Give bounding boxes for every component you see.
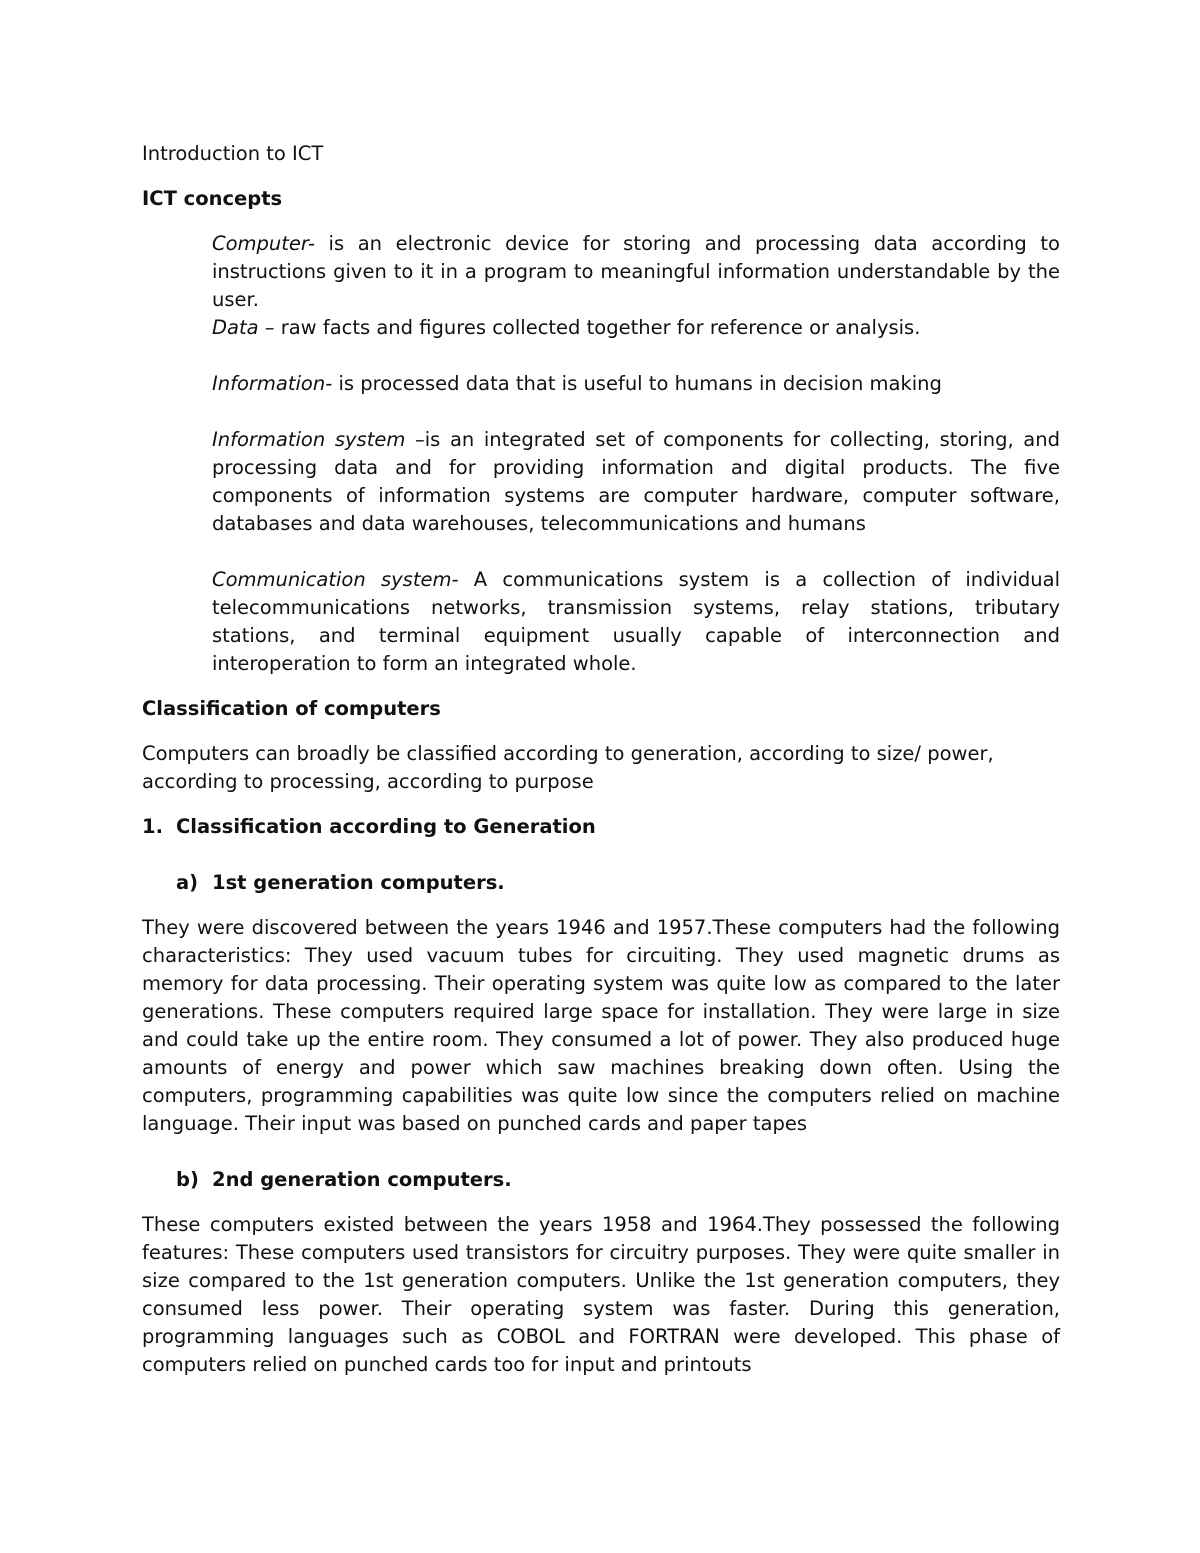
list-number: 1.: [142, 815, 163, 838]
definition-communication-system: [212, 566, 1060, 678]
subheading-text: 2nd generation computers.: [212, 1168, 512, 1191]
paragraph-2nd-generation: These computers existed between the years 1958 and 1964.They possessed the following features: These computers used transistors for circuitry purposes. They were quite smaller in size compared to the 1st generation computers. Unlike the 1st generation computers, they consumed less power. Their operating system was faster. During this generation, programming languages such as COBOL and FORTRAN were developed. This phase of computers relied on punched cards too for input and printouts: [142, 1213, 1060, 1376]
definition-information-system: [212, 426, 1060, 538]
definition-computer: [212, 230, 1060, 314]
paragraph-1st-generation: They were discovered between the years 1946 and 1957.These computers had the following characteristics: They used vacuum tubes for circuiting. They used magnetic drums as memory for data processing. Their operating system was quite low as compared to the later generations. These computers required large space for installation. They were large in size and could take up the entire room. They consumed a lot of power. They also produced huge amounts of energy and power which saw machines breaking down often. Using the computers, programming capabilities was quite low since the computers relied on machine language. Their input was based on punched cards and paper tapes: [142, 916, 1060, 1135]
numbered-heading-generation: [142, 813, 1060, 841]
list-letter: a): [176, 871, 199, 894]
definition-term: Information system: [212, 428, 406, 451]
subheading-2nd-generation: [176, 1166, 1060, 1194]
definition-text: A communications system is a collection of individual telecommunications networks, transmission systems, relay stations, tributary stations, and terminal equipment usually capable of interconnection and interoperation to form an integrated whole.: [212, 568, 1060, 675]
document-page: [142, 140, 1060, 1396]
definition-information: [212, 370, 1060, 398]
document-title: Introduction to ICT: [142, 142, 324, 165]
definition-text: –is an integrated set of components for collecting, storing, and processing data and for providing information and digital products. The five components of information systems are computer hardware, computer software, databases and data warehouses, telecommunications and humans: [212, 428, 1060, 535]
section-heading-classification: Classification of computers: [142, 697, 441, 720]
definition-term: Communication system-: [212, 568, 459, 591]
definition-term: Data: [212, 316, 259, 339]
definition-text: is an electronic device for storing and processing data according to instructions given to it in a program to meaningful information understandable by the user.: [212, 232, 1060, 311]
numbered-heading-text: Classification according to Generation: [176, 815, 596, 838]
subheading-1st-generation: [176, 869, 1060, 897]
definition-term: Information-: [212, 372, 333, 395]
classification-intro: Computers can broadly be classified according to generation, according to size/ power, according to processing, according to purpose: [142, 742, 994, 793]
definitions-list: [212, 230, 1060, 678]
definition-text: is processed data that is useful to humans in decision making: [332, 372, 942, 395]
list-letter: b): [176, 1168, 199, 1191]
definition-text: – raw facts and figures collected together for reference or analysis.: [258, 316, 921, 339]
section-heading-ict-concepts: ICT concepts: [142, 187, 283, 210]
definition-data: [212, 314, 1060, 342]
definition-term: Computer-: [212, 232, 315, 255]
subheading-text: 1st generation computers.: [212, 871, 505, 894]
